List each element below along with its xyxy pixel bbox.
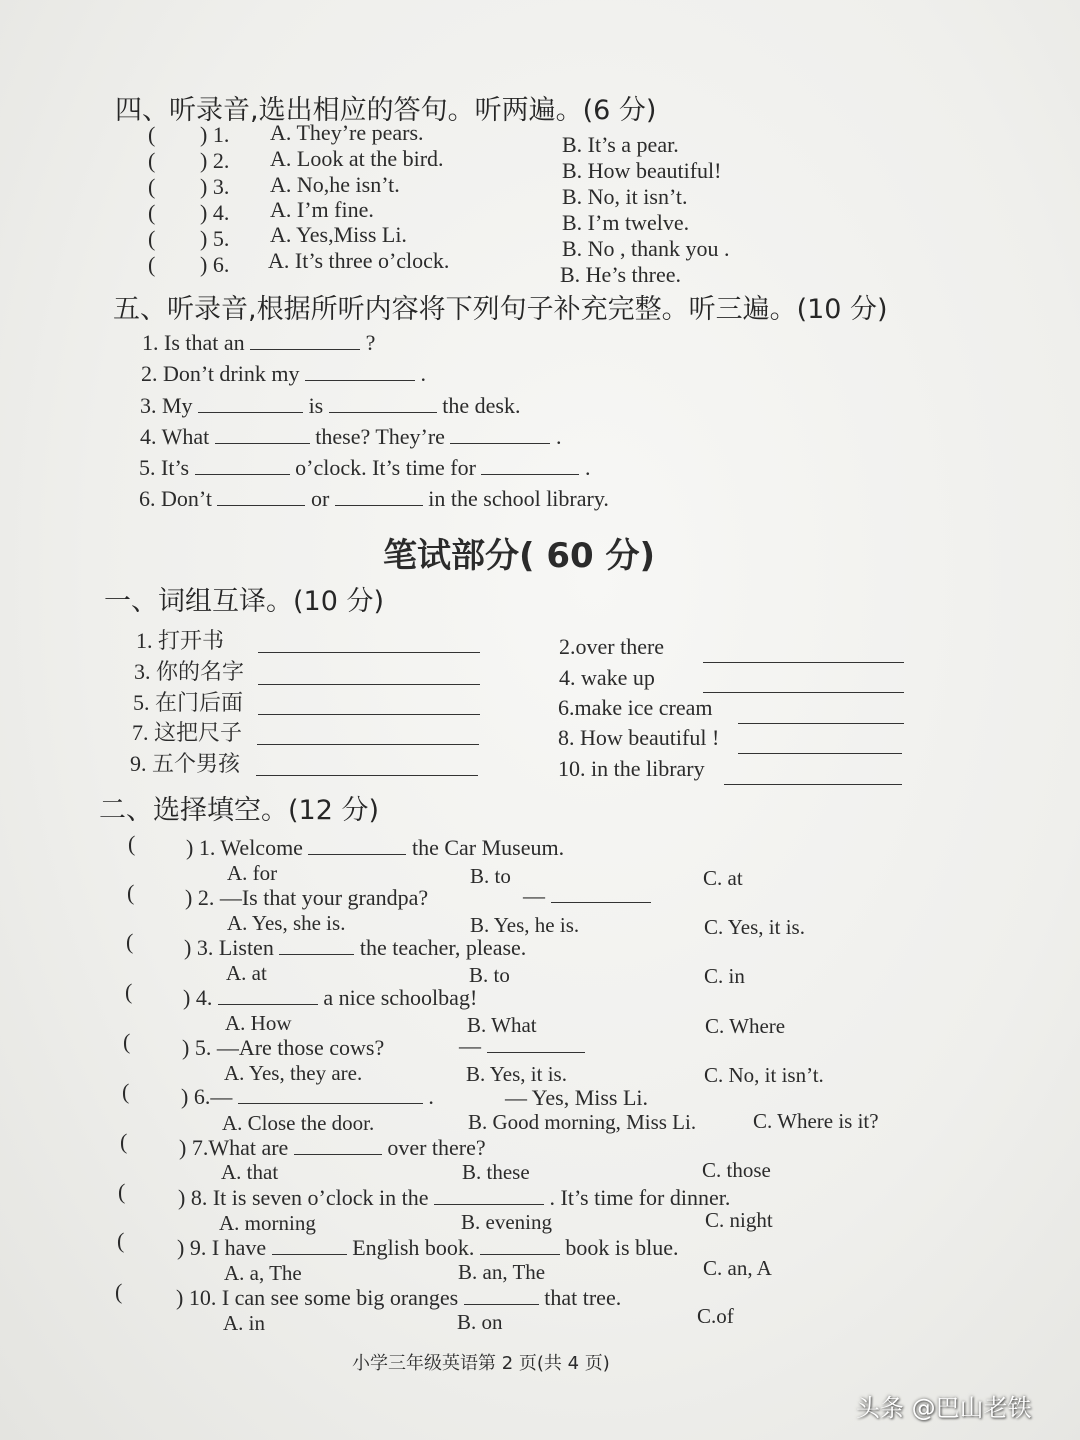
answer-blank[interactable] (294, 1136, 382, 1155)
answer-blank[interactable] (480, 1236, 560, 1255)
answer-paren[interactable]: ( (125, 979, 133, 1004)
answer-paren[interactable]: ( (148, 252, 156, 277)
question-stem (184, 935, 526, 961)
question-stem (176, 1285, 621, 1311)
answer-blank[interactable] (481, 456, 579, 475)
question-text: — Yes, Miss Li. (505, 1085, 649, 1110)
question-stem (177, 1235, 678, 1261)
answer-blank[interactable] (450, 425, 550, 444)
answer-line[interactable] (256, 775, 478, 776)
choice-a: A. for (227, 861, 278, 885)
sentence-text: 1. Is that an (142, 330, 245, 355)
vocab-item: 7. 这把尺子 (132, 720, 243, 745)
vocab-item: 5. 在门后面 (133, 690, 244, 715)
option-b: B. How beautiful! (562, 158, 722, 183)
answer-paren[interactable]: ( (148, 174, 156, 199)
item-number: ) 2. (200, 148, 230, 173)
item-number: ) 3. (200, 174, 230, 199)
watermark: 头条 @巴山老铁 (856, 1394, 1032, 1422)
choice-c: C. an, A (703, 1256, 772, 1280)
choice-a: A. morning (219, 1211, 316, 1235)
question-text: ) 9. I have (177, 1235, 267, 1260)
option-a: A. Look at the bird. (270, 146, 444, 171)
sentence-text: . (420, 361, 426, 386)
part2-title: 二、选择填空。(12 分) (99, 795, 380, 826)
choice-a: A. in (223, 1311, 265, 1335)
item-number: ) 4. (200, 200, 230, 225)
sentence-text: in the school library. (428, 486, 609, 511)
section5-title: 五、听录音,根据所听内容将下列句子补充完整。听三遍。(10 分) (113, 294, 888, 325)
choice-c: C. those (702, 1158, 771, 1182)
answer-blank[interactable] (487, 1034, 585, 1053)
answer-line[interactable] (738, 723, 904, 724)
question-text: English book. (352, 1235, 475, 1260)
choice-b: B. on (457, 1310, 503, 1334)
item-number: ) 1. (200, 122, 230, 147)
sentence-text: 6. Don’t (139, 486, 212, 511)
vocab-item: 8. How beautiful ! (558, 725, 720, 750)
question-text: ) 6.— (181, 1084, 233, 1109)
vocab-item: 4. wake up (559, 665, 655, 690)
answer-paren[interactable]: ( (148, 226, 156, 251)
written-part-title: 笔试部分( 60 分) (383, 536, 656, 576)
choice-b: B. Yes, it is. (466, 1062, 567, 1086)
choice-c: C. Yes, it is. (704, 915, 805, 939)
question-text: . (428, 1084, 434, 1109)
option-b: B. No, it isn’t. (562, 184, 688, 209)
option-a: A. Yes,Miss Li. (270, 222, 407, 247)
choice-b: B. these (462, 1160, 530, 1184)
part1-title: 一、词组互译。(10 分) (104, 586, 385, 617)
answer-paren[interactable]: ( (126, 929, 134, 954)
answer-paren[interactable]: ( (148, 148, 156, 173)
sentence-text: ? (365, 330, 376, 355)
question-text: that tree. (544, 1285, 622, 1310)
answer-line[interactable] (703, 662, 904, 663)
answer-line[interactable] (703, 692, 904, 693)
option-b: B. He’s three. (560, 262, 681, 287)
question-text: ) 4. (183, 985, 213, 1010)
sentence-text: is (308, 393, 324, 418)
answer-blank[interactable] (215, 425, 310, 444)
answer-line[interactable] (258, 684, 480, 685)
fill-line (142, 330, 375, 356)
question-stem (179, 1135, 486, 1161)
question-stem (181, 1084, 434, 1110)
page-footer: 小学三年级英语第 2 页(共 4 页) (352, 1353, 610, 1374)
choice-a: A. that (221, 1160, 279, 1184)
vocab-item: 6.make ice cream (558, 695, 713, 720)
choice-b: B. Yes, he is. (470, 913, 580, 937)
option-b: B. I’m twelve. (562, 210, 690, 235)
question-stem (178, 1185, 730, 1211)
choice-a: A. Close the door. (222, 1111, 375, 1135)
choice-a: A. How (225, 1011, 292, 1035)
choice-a: A. Yes, she is. (227, 911, 346, 935)
question-text: ) 5. —Are those cows? (182, 1035, 385, 1060)
answer-blank[interactable] (464, 1286, 539, 1305)
choice-a: A. a, The (224, 1261, 302, 1285)
vocab-item: 1. 打开书 (136, 628, 225, 653)
question-text: ) 7.What are (179, 1135, 289, 1160)
answer-blank[interactable] (238, 1085, 423, 1104)
answer-blank[interactable] (434, 1186, 544, 1205)
choice-a: A. Yes, they are. (224, 1061, 363, 1085)
sentence-text: or (310, 486, 330, 511)
fill-line (139, 486, 609, 512)
answer-blank[interactable] (250, 331, 360, 350)
answer-paren[interactable]: ( (120, 1129, 128, 1154)
question-text: ) 3. Listen (184, 935, 274, 960)
question-text: ) 10. I can see some big oranges (176, 1285, 459, 1310)
sentence-text: the desk. (442, 393, 521, 418)
sentence-text: . (555, 424, 562, 449)
vocab-item: 2.over there (559, 634, 665, 659)
answer-blank[interactable] (329, 394, 437, 413)
question-text: . It’s time for dinner. (549, 1185, 731, 1210)
answer-paren[interactable]: ( (123, 1029, 131, 1054)
question-text: the teacher, please. (359, 935, 527, 960)
answer-blank[interactable] (279, 936, 354, 955)
answer-line[interactable] (257, 744, 479, 745)
choice-b: B. an, The (458, 1260, 546, 1284)
answer-paren[interactable]: ( (127, 880, 135, 905)
fill-line (141, 361, 426, 387)
sentence-text: 2. Don’t drink my (141, 361, 300, 386)
answer-blank[interactable] (308, 836, 406, 855)
answer-paren[interactable]: ( (118, 1179, 126, 1204)
answer-paren[interactable]: ( (128, 831, 136, 856)
sentence-text: 4. What (140, 424, 210, 449)
question-text: ) 8. It is seven o’clock in the (178, 1185, 429, 1210)
answer-paren[interactable]: ( (148, 200, 156, 225)
answer-blank[interactable] (195, 456, 290, 475)
choice-c: C. Where (705, 1014, 786, 1038)
answer-blank[interactable] (335, 487, 423, 506)
answer-paren[interactable]: ( (115, 1279, 123, 1304)
option-a: A. It’s three o’clock. (268, 248, 450, 273)
answer-blank[interactable] (218, 986, 318, 1005)
question-text: — (523, 883, 545, 908)
answer-paren[interactable]: ( (117, 1228, 125, 1253)
sentence-text: 3. My (140, 393, 193, 418)
option-b: B. It’s a pear. (562, 132, 679, 157)
answer-blank[interactable] (551, 884, 651, 903)
choice-a: A. at (226, 961, 267, 985)
sentence-text: these? They’re (315, 424, 445, 449)
sentence-text: . (584, 455, 591, 480)
answer-line[interactable] (258, 652, 480, 653)
choice-c: C. in (704, 964, 745, 988)
choice-c: C. Where is it? (753, 1109, 879, 1133)
question-text: over there? (387, 1135, 486, 1160)
answer-line[interactable] (258, 714, 480, 715)
sentence-text: o’clock. It’s time for (295, 455, 476, 480)
answer-blank[interactable] (198, 394, 303, 413)
fill-line (139, 455, 590, 481)
question-text: a nice schoolbag! (323, 985, 478, 1010)
answer-paren[interactable]: ( (148, 122, 156, 147)
option-a: A. No,he isn’t. (270, 172, 400, 197)
item-number: ) 5. (200, 226, 230, 251)
option-a: A. I’m fine. (270, 197, 374, 222)
vocab-item: 9. 五个男孩 (130, 751, 241, 776)
answer-reply (523, 883, 651, 909)
fill-line (140, 393, 520, 419)
question-text: ) 2. —Is that your grandpa? (185, 885, 429, 910)
option-b: B. No , thank you . (562, 236, 730, 261)
sentence-text: 5. It’s (139, 455, 190, 480)
vocab-item: 3. 你的名字 (134, 659, 245, 684)
choice-b: B. Good morning, Miss Li. (468, 1110, 697, 1134)
option-a: A. They’re pears. (270, 120, 424, 145)
question-text: book is blue. (565, 1235, 679, 1260)
answer-line[interactable] (724, 784, 902, 785)
question-text: the Car Museum. (411, 835, 565, 860)
choice-c: C. at (703, 866, 743, 890)
choice-c: C. No, it isn’t. (704, 1063, 824, 1087)
choice-b: B. to (469, 963, 510, 987)
choice-b: B. evening (461, 1210, 552, 1234)
answer-blank[interactable] (217, 487, 305, 506)
answer-reply (459, 1033, 585, 1059)
question-stem (186, 835, 564, 861)
section4-title: 四、听录音,选出相应的答句。听两遍。(6 分) (115, 95, 657, 126)
item-number: ) 6. (200, 252, 230, 277)
choice-c: C. night (705, 1208, 773, 1232)
question-stem (183, 985, 477, 1011)
choice-b: B. What (467, 1013, 537, 1037)
question-text: — (459, 1033, 481, 1058)
choice-c: C.of (697, 1304, 734, 1328)
fill-line (140, 424, 561, 450)
answer-paren[interactable]: ( (122, 1079, 130, 1104)
answer-blank[interactable] (272, 1236, 347, 1255)
answer-blank[interactable] (305, 362, 415, 381)
question-text: ) 1. Welcome (186, 835, 303, 860)
answer-line[interactable] (738, 753, 902, 754)
choice-b: B. to (470, 864, 511, 888)
vocab-item: 10. in the library (558, 756, 705, 781)
